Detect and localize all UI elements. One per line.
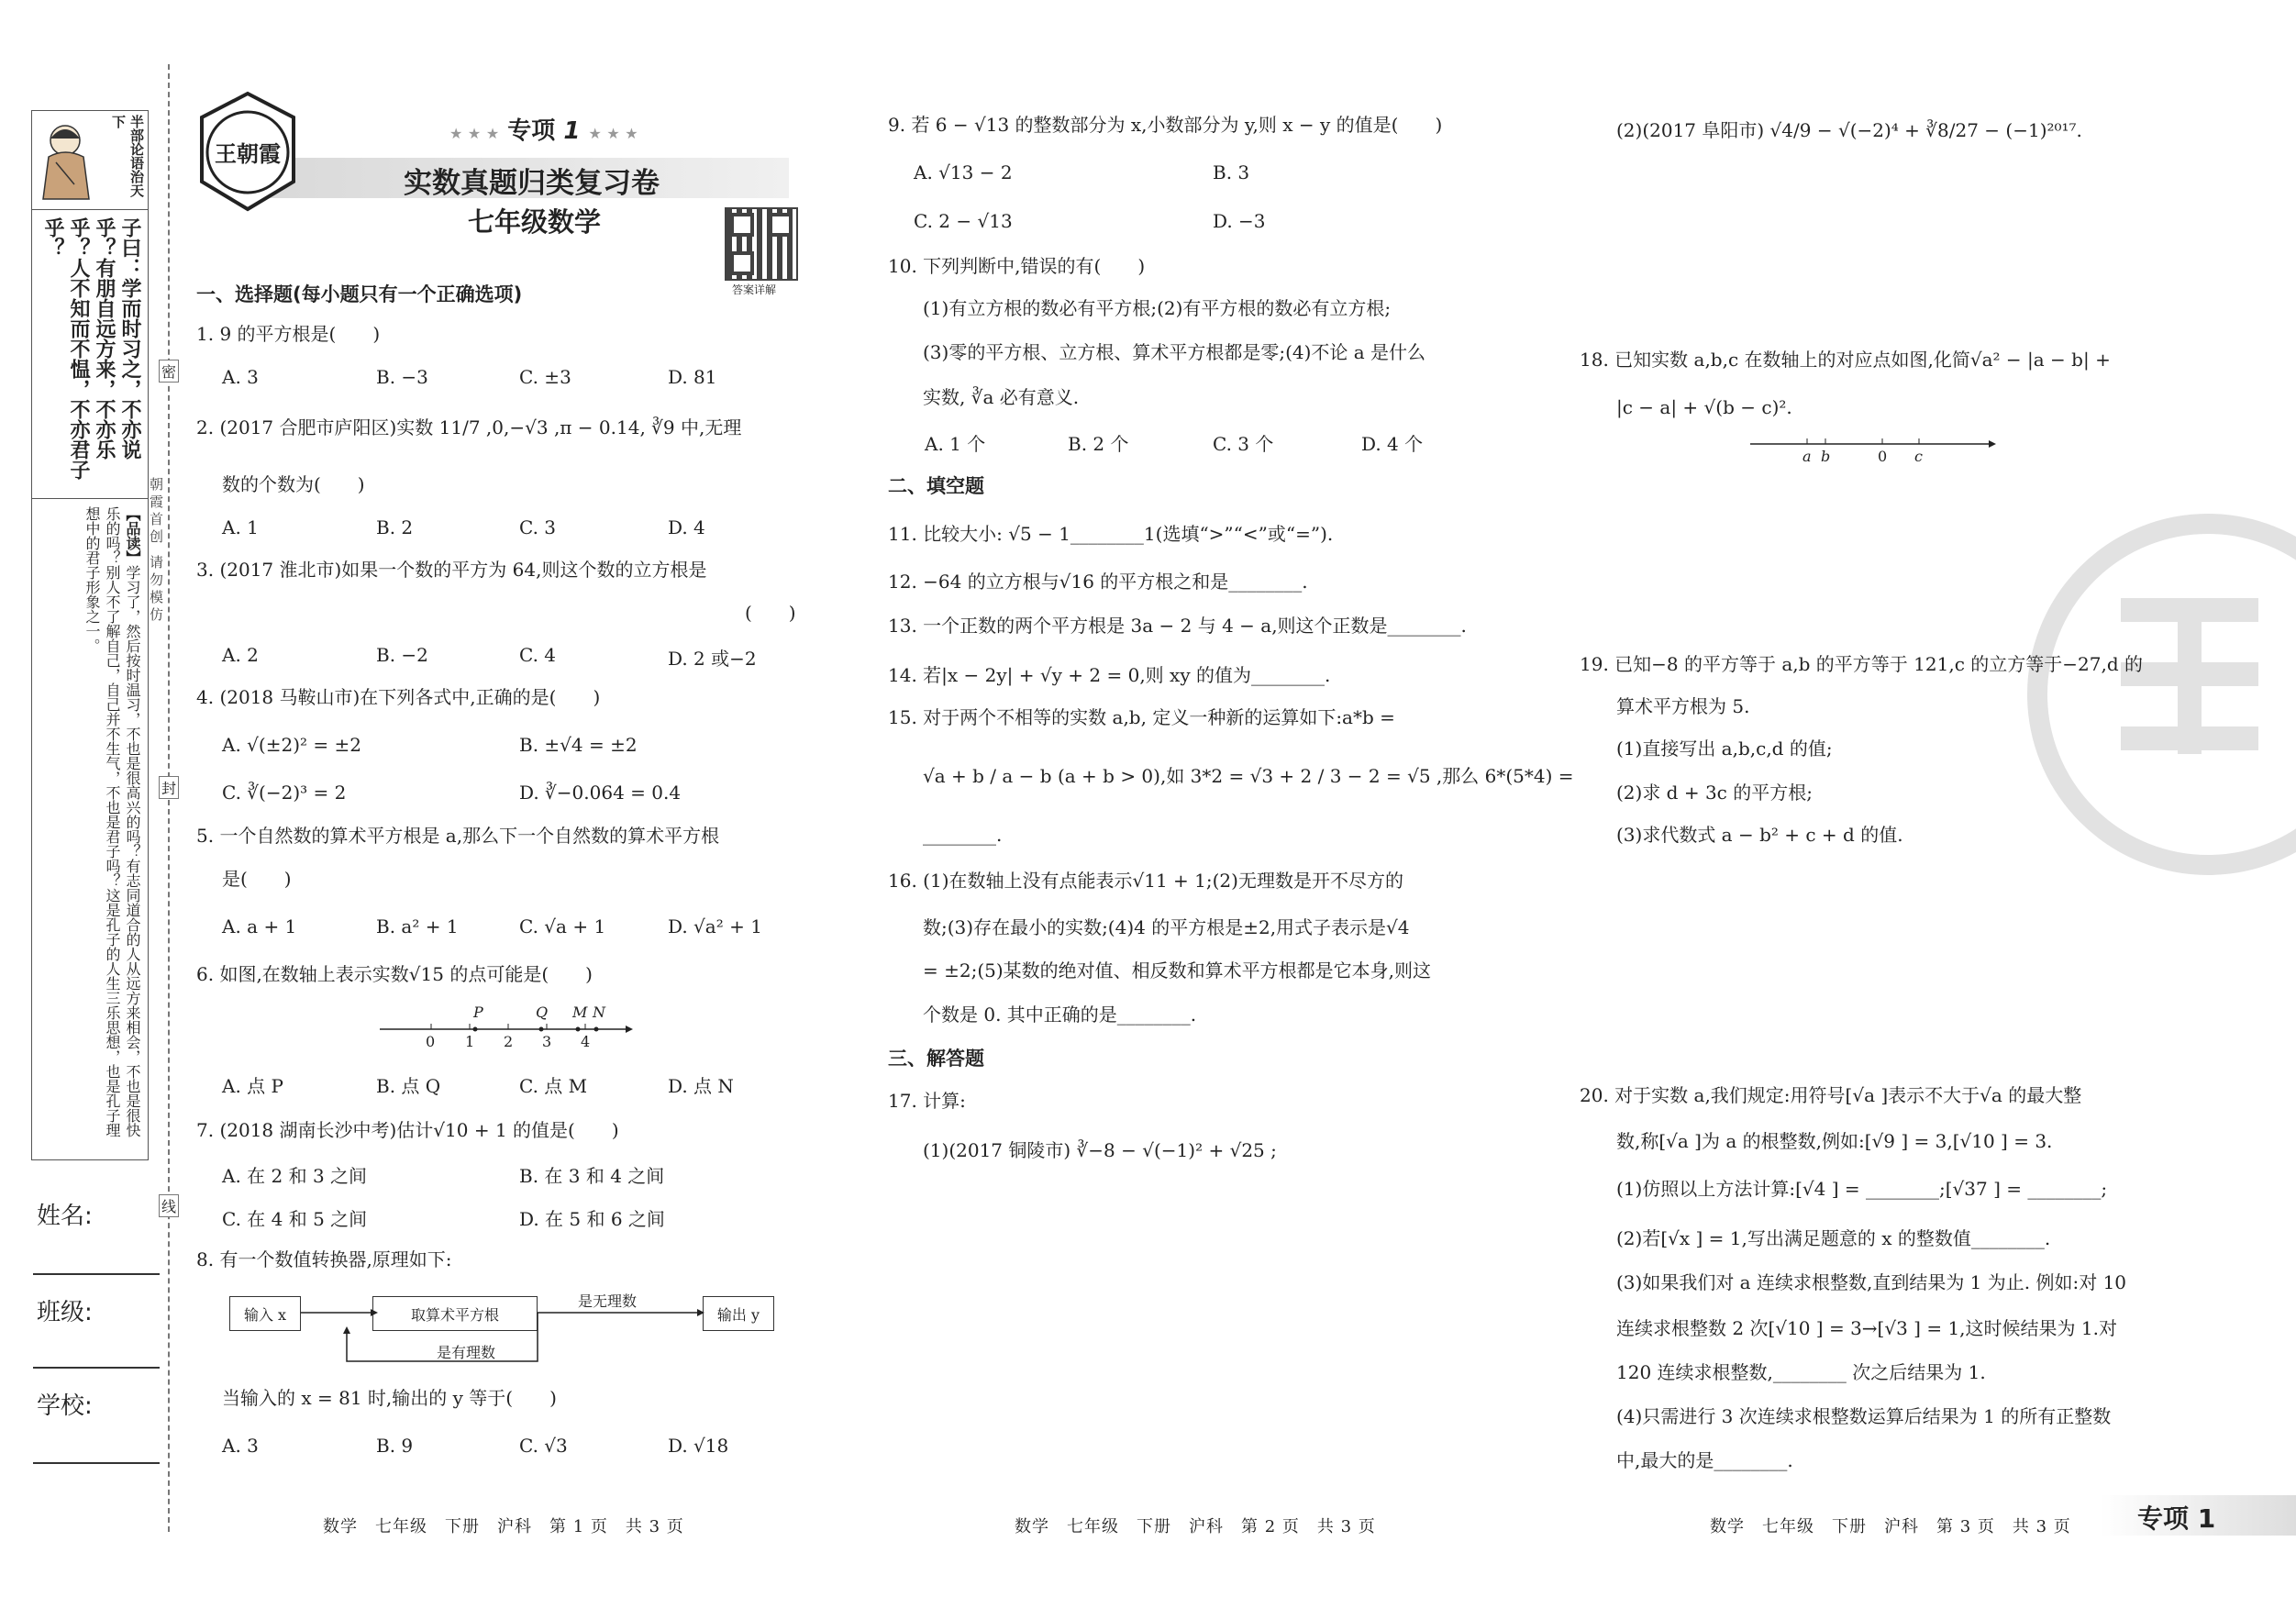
q19-part2: (2)求 d + 3c 的平方根;: [1616, 782, 1813, 804]
q7-opt-a[interactable]: A. 在 2 和 3 之间: [222, 1165, 368, 1187]
reading-body: 学习了，然后按时温习，不也是很高兴的吗？有志同道合的人从远方来相会，不也是很快乐的吗？别人不了解自己，自己并不生气，不也是君子吗？这是孔子的人生三乐思想，也是孔子理想中的君子形象之一。: [83, 506, 141, 1137]
q6-point-m: M: [572, 1004, 588, 1021]
series-number: 1: [563, 117, 581, 145]
q16-line4: 个数是 0. 其中正确的是________.: [923, 1004, 1197, 1026]
q3-line1: 3. (2017 淮北市)如果一个数的平方为 64,则这个数的立方根是: [196, 559, 707, 581]
q1-opt-b[interactable]: B. −3: [376, 366, 428, 388]
q13: 13. 一个正数的两个平方根是 3a − 2 与 4 − a,则这个正数是________.: [888, 615, 1467, 637]
q6-tick-0: 0: [426, 1033, 436, 1050]
q20-part4-line1: (4)只需进行 3 次连续求根整数运算后结果为 1 的所有正整数: [1616, 1405, 2112, 1427]
q8-opt-b[interactable]: B. 9: [376, 1435, 414, 1457]
footer-tag-text: 专项 1: [2137, 1503, 2216, 1534]
motto-box: [31, 110, 149, 211]
q19-line2: 算术平方根为 5.: [1616, 695, 1750, 717]
q17-part1: (1)(2017 铜陵市) ∛−8 − √(−1)² + √25 ;: [923, 1139, 1277, 1161]
confucius-quote: 子曰：学而时习之，不亦说乎？有朋自远方来，不亦乐乎？人不知而不愠，不亦君子乎？: [41, 217, 141, 480]
q8-opt-c[interactable]: C. √3: [519, 1435, 568, 1457]
binding-mark-2: 封: [159, 776, 179, 799]
q6-point-q: Q: [536, 1004, 549, 1021]
q4-opt-d[interactable]: D. ∛−0.064 = 0.4: [519, 782, 682, 804]
binding-mark-3: 线: [159, 1194, 179, 1217]
q14: 14. 若|x − 2y| + √y + 2 = 0,则 xy 的值为________.: [888, 664, 1331, 686]
q6-opt-d[interactable]: D. 点 N: [668, 1075, 734, 1097]
reading-text: [38, 506, 142, 1148]
q17-part2: (2)(2017 阜阳市) √4/9 − √(−2)⁴ + ∛8/27 − (−1)²⁰¹⁷.: [1616, 119, 2082, 141]
q2-opt-a[interactable]: A. 1: [222, 516, 259, 538]
q16-line2: 数;(3)存在最小的实数;(4)4 的平方根是±2,用式子表示是√4: [923, 916, 1410, 938]
confucius-portrait: [38, 120, 102, 203]
q5-line2: 是( ): [222, 868, 292, 890]
q9-opt-d[interactable]: D. −3: [1213, 210, 1266, 232]
q12: 12. −64 的立方根与√16 的平方根之和是________.: [888, 571, 1308, 593]
q5-opt-a[interactable]: A. a + 1: [222, 915, 297, 937]
q3-opt-c[interactable]: C. 4: [519, 644, 557, 666]
q2-opt-d[interactable]: D. 4: [668, 516, 705, 538]
q1-opt-c[interactable]: C. ±3: [519, 366, 571, 388]
section-fill: 二、填空题: [888, 475, 984, 497]
q8-output-box: 输出 y: [703, 1296, 774, 1331]
page2-footer: 数学 七年级 下册 沪科 第 2 页 共 3 页: [1015, 1517, 1376, 1536]
q10-opt-c[interactable]: C. 3 个: [1213, 433, 1274, 455]
q17: 17. 计算:: [888, 1090, 966, 1112]
series-label: 专项: [507, 117, 556, 145]
q8-opt-a[interactable]: A. 3: [222, 1435, 259, 1457]
q19-line1: 19. 已知−8 的平方等于 a,b 的平方等于 121,c 的立方等于−27,d 的: [1580, 653, 2143, 675]
page1-footer: 数学 七年级 下册 沪科 第 1 页 共 3 页: [323, 1517, 684, 1536]
q9-opt-b[interactable]: B. 3: [1213, 161, 1250, 183]
reading-box: [31, 498, 149, 1160]
q18-line1: 18. 已知实数 a,b,c 在数轴上的对应点如图,化简√a² − |a − b| +: [1580, 349, 2111, 371]
q6: 6. 如图,在数轴上表示实数√15 的点可能是( ): [196, 963, 593, 985]
q6-tick-1: 1: [465, 1033, 475, 1050]
qr-caption: 答案详解: [732, 283, 777, 296]
logo-text: 王朝霞: [215, 140, 281, 167]
q18-number-line: [1750, 433, 1998, 460]
q4: 4. (2018 马鞍山市)在下列各式中,正确的是( ): [196, 686, 601, 708]
q2-opt-b[interactable]: B. 2: [376, 516, 414, 538]
reading-label: 【品读】: [124, 506, 141, 565]
q20-part3-line1: (3)如果我们对 a 连续求根整数,直到结果为 1 为止. 例如:对 10: [1616, 1271, 2127, 1293]
q20-line2: 数,称[√a ]为 a 的根整数,例如:[√9 ] = 3,[√10 ] = 3.: [1616, 1130, 2053, 1152]
q18-label-0: 0: [1878, 448, 1888, 465]
q8-process-box: 取算术平方根: [372, 1296, 538, 1331]
q8-rational-label: 是有理数: [437, 1344, 496, 1361]
q8-irrational-label: 是无理数: [578, 1292, 638, 1310]
q20-part3-line2: 连续求根整数 2 次[√10 ] = 3→[√3 ] = 1,这时候结果为 1.对: [1616, 1317, 2117, 1339]
q7-opt-b[interactable]: B. 在 3 和 4 之间: [519, 1165, 665, 1187]
q10-line2: (3)零的平方根、立方根、算术平方根都是零;(4)不论 a 是什么: [923, 341, 1426, 363]
q6-tick-4: 4: [581, 1033, 591, 1050]
footer-tag: [2101, 1495, 2296, 1536]
q11: 11. 比较大小: √5 − 1________1(选填“>”“<”或“=”).: [888, 523, 1334, 545]
q8-input-box: 输入 x: [229, 1296, 301, 1331]
q4-opt-b[interactable]: B. ±√4 = ±2: [519, 734, 638, 756]
q8-opt-d[interactable]: D. √18: [668, 1435, 729, 1457]
q15-line1: 15. 对于两个不相等的实数 a,b, 定义一种新的运算如下:a*b =: [888, 706, 1395, 728]
q6-tick-2: 2: [504, 1033, 514, 1050]
q6-opt-c[interactable]: C. 点 M: [519, 1075, 588, 1097]
school-label: 学校:: [37, 1392, 93, 1420]
page3-footer: 数学 七年级 下册 沪科 第 3 页 共 3 页: [1710, 1517, 2071, 1536]
logo-badge: [191, 90, 305, 213]
binding-notice: 朝霞首创 请勿模仿: [148, 477, 164, 625]
school-field[interactable]: [33, 1462, 160, 1464]
q8-question: 当输入的 x = 81 时,输出的 y 等于( ): [222, 1387, 557, 1409]
q18-label-a: a: [1802, 448, 1812, 465]
q2-line2: 数的个数为( ): [222, 473, 365, 495]
qr-code[interactable]: [725, 207, 798, 281]
q18-line2: |c − a| + √(b − c)².: [1616, 396, 1792, 418]
q10: 10. 下列判断中,错误的有( ): [888, 255, 1146, 277]
q10-opt-a[interactable]: A. 1 个: [925, 433, 986, 455]
q10-line1: (1)有立方根的数必有平方根;(2)有平方根的数必有立方根;: [923, 297, 1392, 319]
q6-opt-b[interactable]: B. 点 Q: [376, 1075, 441, 1097]
q19-part1: (1)直接写出 a,b,c,d 的值;: [1616, 738, 1833, 760]
name-field[interactable]: [33, 1273, 160, 1275]
q18-label-b: b: [1821, 448, 1831, 465]
q7-opt-d[interactable]: D. 在 5 和 6 之间: [519, 1208, 665, 1230]
section-solve: 三、解答题: [888, 1048, 984, 1070]
q6-point-n: N: [593, 1004, 605, 1021]
section-choice: 一、选择题(每小题只有一个正确选项): [196, 283, 523, 305]
q20-line1: 20. 对于实数 a,我们规定:用符号[√a ]表示不大于√a 的最大整: [1580, 1084, 2082, 1106]
page-title: 实数真题归类复习卷: [404, 167, 660, 200]
q16-line3: = ±2;(5)某数的绝对值、相反数和算术平方根都是它本身,则这: [923, 959, 1432, 981]
q5-opt-b[interactable]: B. a² + 1: [376, 915, 459, 937]
q5-opt-d[interactable]: D. √a² + 1: [668, 915, 762, 937]
q20-part3-line3: 120 连续求根整数,________ 次之后结果为 1.: [1616, 1361, 1986, 1383]
q4-opt-c[interactable]: C. ∛(−2)³ = 2: [222, 782, 347, 804]
name-label: 姓名:: [37, 1203, 93, 1230]
q3-opt-a[interactable]: A. 2: [222, 644, 259, 666]
q9-opt-a[interactable]: A. √13 − 2: [914, 161, 1013, 183]
q10-opt-b[interactable]: B. 2 个: [1068, 433, 1129, 455]
q5-opt-c[interactable]: C. √a + 1: [519, 915, 606, 937]
q19-part3: (3)求代数式 a − b² + c + d 的值.: [1616, 824, 1903, 846]
q20-part1: (1)仿照以上方法计算:[√4 ] = ________;[√37 ] = ________;: [1616, 1178, 2108, 1200]
motto-top: 半部论语治天下: [110, 115, 145, 197]
q7-opt-c[interactable]: C. 在 4 和 5 之间: [222, 1208, 368, 1230]
q8: 8. 有一个数值转换器,原理如下:: [196, 1248, 452, 1270]
class-field[interactable]: [33, 1367, 160, 1369]
quote-box: [31, 209, 149, 500]
page-subtitle: 七年级数学: [468, 206, 602, 238]
class-label: 班级:: [37, 1299, 93, 1326]
q9-opt-c[interactable]: C. 2 − √13: [914, 210, 1013, 232]
q2-opt-c[interactable]: C. 3: [519, 516, 557, 538]
q8-flow-arrows: [294, 1284, 715, 1376]
q2-line1: 2. (2017 合肥市庐阳区)实数 11/7 ,0,−√3 ,π − 0.14, ∛9 中,无理: [196, 416, 742, 438]
q3-line2: ( ): [745, 602, 796, 624]
q20-part4-line2: 中,最大的是________.: [1616, 1449, 1793, 1471]
q10-line3: 实数, ∛a 必有意义.: [923, 386, 1080, 408]
q6-tick-3: 3: [542, 1033, 552, 1050]
q15-line2: √a + b / a − b (a + b > 0),如 3*2 = √3 + 2 / 3 − 2 = √5 ,那么 6*(5*4) =: [923, 765, 1574, 787]
q1-opt-a[interactable]: A. 3: [222, 366, 259, 388]
q20-part2: (2)若[√x ] = 1,写出满足题意的 x 的整数值________.: [1616, 1227, 2051, 1249]
q6-opt-a[interactable]: A. 点 P: [222, 1075, 283, 1097]
series-banner: ★ ★ ★ 专项 1 ★ ★ ★: [449, 117, 638, 145]
q16-line1: 16. (1)在数轴上没有点能表示√11 + 1;(2)无理数是开不尽方的: [888, 870, 1403, 892]
q3-opt-b[interactable]: B. −2: [376, 644, 428, 666]
q15-line3: ________.: [923, 824, 1003, 846]
binding-mark-1: 密: [159, 360, 179, 383]
q3-opt-d[interactable]: D. 2 或−2: [668, 648, 757, 670]
q1: 1. 9 的平方根是( ): [196, 323, 381, 345]
q4-opt-a[interactable]: A. √(±2)² = ±2: [222, 734, 361, 756]
q6-point-p: P: [473, 1004, 483, 1021]
q5-line1: 5. 一个自然数的算术平方根是 a,那么下一个自然数的算术平方根: [196, 825, 720, 847]
q9: 9. 若 6 − √13 的整数部分为 x,小数部分为 y,则 x − y 的值是( ): [888, 114, 1443, 136]
q1-opt-d[interactable]: D. 81: [668, 366, 717, 388]
q18-label-c: c: [1914, 448, 1923, 465]
q7: 7. (2018 湖南长沙中考)估计√10 + 1 的值是( ): [196, 1119, 619, 1141]
q10-opt-d[interactable]: D. 4 个: [1361, 433, 1424, 455]
confidential-stamp: [2027, 514, 2296, 875]
